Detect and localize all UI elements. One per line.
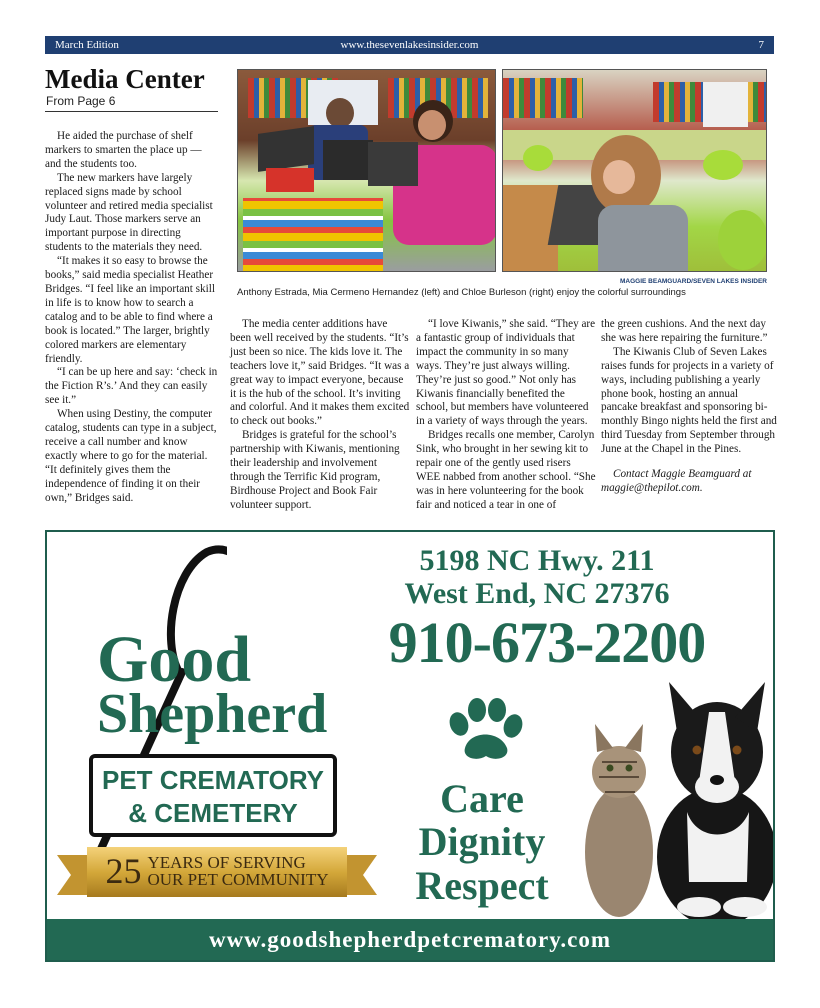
- years-ribbon-text: [97, 846, 337, 896]
- student-face: [603, 160, 635, 194]
- paragraph: the green cushions. And the next day she was here repairing the furniture.”: [601, 318, 768, 344]
- jump-line: From Page 6: [46, 94, 116, 108]
- article-column-4: [601, 318, 777, 496]
- paragraph: “I can be up here and say: ‘check in the Fiction R’s.’ And they can easily see it.”: [45, 366, 218, 407]
- laptop: [368, 142, 418, 186]
- site-url[interactable]: www.thesevenlakesinsider.com: [340, 39, 479, 51]
- ad-phone-number[interactable]: 910-673-2200: [388, 610, 706, 675]
- student-face: [418, 110, 446, 140]
- photo-left-students: [237, 69, 496, 272]
- article-column-3: [416, 318, 596, 513]
- bookshelf: [503, 78, 583, 118]
- green-chair: [703, 150, 743, 180]
- red-bin: [266, 168, 314, 192]
- paragraph: The Kiwanis Club of Seven Lakes raises funds for projects in a variety of ways, including publishing a yearly phone book, hosting an annual pancake breakfast and sponsoring bi-monthly Bingo nights held the first and third Tuesday from September through June at the Chapel in the Pines.: [601, 345, 777, 456]
- laptop: [258, 126, 314, 172]
- green-chair: [523, 145, 553, 171]
- ad-address-line2: West End, NC 27376: [404, 577, 670, 610]
- book-stack: [243, 198, 383, 272]
- ad-brand-name-line2: Shepherd: [97, 683, 328, 745]
- ad-service-line2: & CEMETERY: [128, 798, 298, 828]
- student-head: [326, 98, 354, 128]
- article-title: Media Center: [45, 64, 205, 94]
- contact-line: Contact Maggie Beamguard at maggie@thepilot.com.: [601, 468, 752, 494]
- photo-caption: Anthony Estrada, Mia Cermeno Hernandez (left) and Chloe Burleson (right) enjoy the colorful surroundings: [237, 287, 686, 298]
- article-column-1: [45, 130, 219, 505]
- page-number: 7: [758, 39, 764, 51]
- green-chair: [718, 210, 767, 270]
- ad-value-respect: Respect: [415, 863, 549, 908]
- paragraph: The media center additions have been well received by the students. “It’s just been so nice. The kids love it. The teachers love it,” said Bridges. “It was a great way to impact everyone, because it is the hub of the school. It’s inviting and colorful. And it makes them excited to check out books.”: [230, 318, 410, 428]
- crematory-advertisement[interactable]: [45, 530, 775, 962]
- edition-label: March Edition: [55, 39, 119, 51]
- photo-right-student: [502, 69, 767, 272]
- paragraph: He aided the purchase of shelf markers to smarten the place up — and the students too.: [45, 130, 202, 170]
- student-shirt: [598, 205, 688, 272]
- paragraph: “It makes it so easy to browse the books,” said media specialist Heather Bridges. “I feel like an important skill in life is to know how to search a catalog and to be able to find where a book is located.” The larger, brightly colored markers are elementary friendly.: [45, 255, 215, 365]
- title-divider: [45, 111, 218, 112]
- paragraph: “I love Kiwanis,” she said. “They are a fantastic group of individuals that impact the community in so many ways. They’re just always willing. They’re just so good.” Not only has Kiwanis financially benefited the school, but members have volunteered in a variety of ways through the years.: [416, 318, 596, 428]
- paw-print-icon: [445, 698, 523, 764]
- ad-value-dignity: Dignity: [418, 819, 546, 864]
- paragraph: Bridges recalls one member, Carolyn Sink, who brought in her sewing kit to repair one of the gently used risers WEE nabbed from another school. “She was in here volunteering for the book fair and noticed a tear in one of: [416, 429, 596, 511]
- laptop: [323, 140, 373, 180]
- paragraph: Bridges is grateful for the school’s partnership with Kiwanis, mentioning their leadership and involvement through the Terrific Kid program, Birdhouse Project and Book Fair volunteer support.: [230, 429, 400, 511]
- paragraph: When using Destiny, the computer catalog, students can type in a subject, receive a call number and know exactly where to go for the material. “It definitely gives them the independence of finding it on their own,” Bridges said.: [45, 408, 217, 504]
- article-column-2: [230, 318, 410, 513]
- photo-credit: MAGGIE BEAMGUARD/SEVEN LAKES INSIDER: [620, 278, 767, 285]
- ad-value-care: Care: [440, 776, 524, 821]
- paragraph: The new markers have largely replaced signs made by school volunteer and retired media specialist Judy Laut. Those markers serve an important purpose in directing students to the materials they need.: [45, 171, 213, 254]
- whiteboard: [703, 82, 748, 127]
- ad-website-url[interactable]: www.goodshepherdpetcrematory.com: [47, 919, 773, 960]
- ad-address-line1: 5198 NC Hwy. 211: [419, 544, 655, 577]
- ad-brand-name-line1: Good: [97, 623, 252, 696]
- ad-service-box: [89, 754, 337, 837]
- years-caption: YEARS OF SERVING OUR PET COMMUNITY: [147, 853, 329, 889]
- page-header-bar: [45, 36, 774, 54]
- ad-service-line1: PET CREMATORY: [102, 765, 324, 795]
- years-number: 25: [105, 851, 142, 891]
- cat-and-dog-image: [577, 652, 775, 922]
